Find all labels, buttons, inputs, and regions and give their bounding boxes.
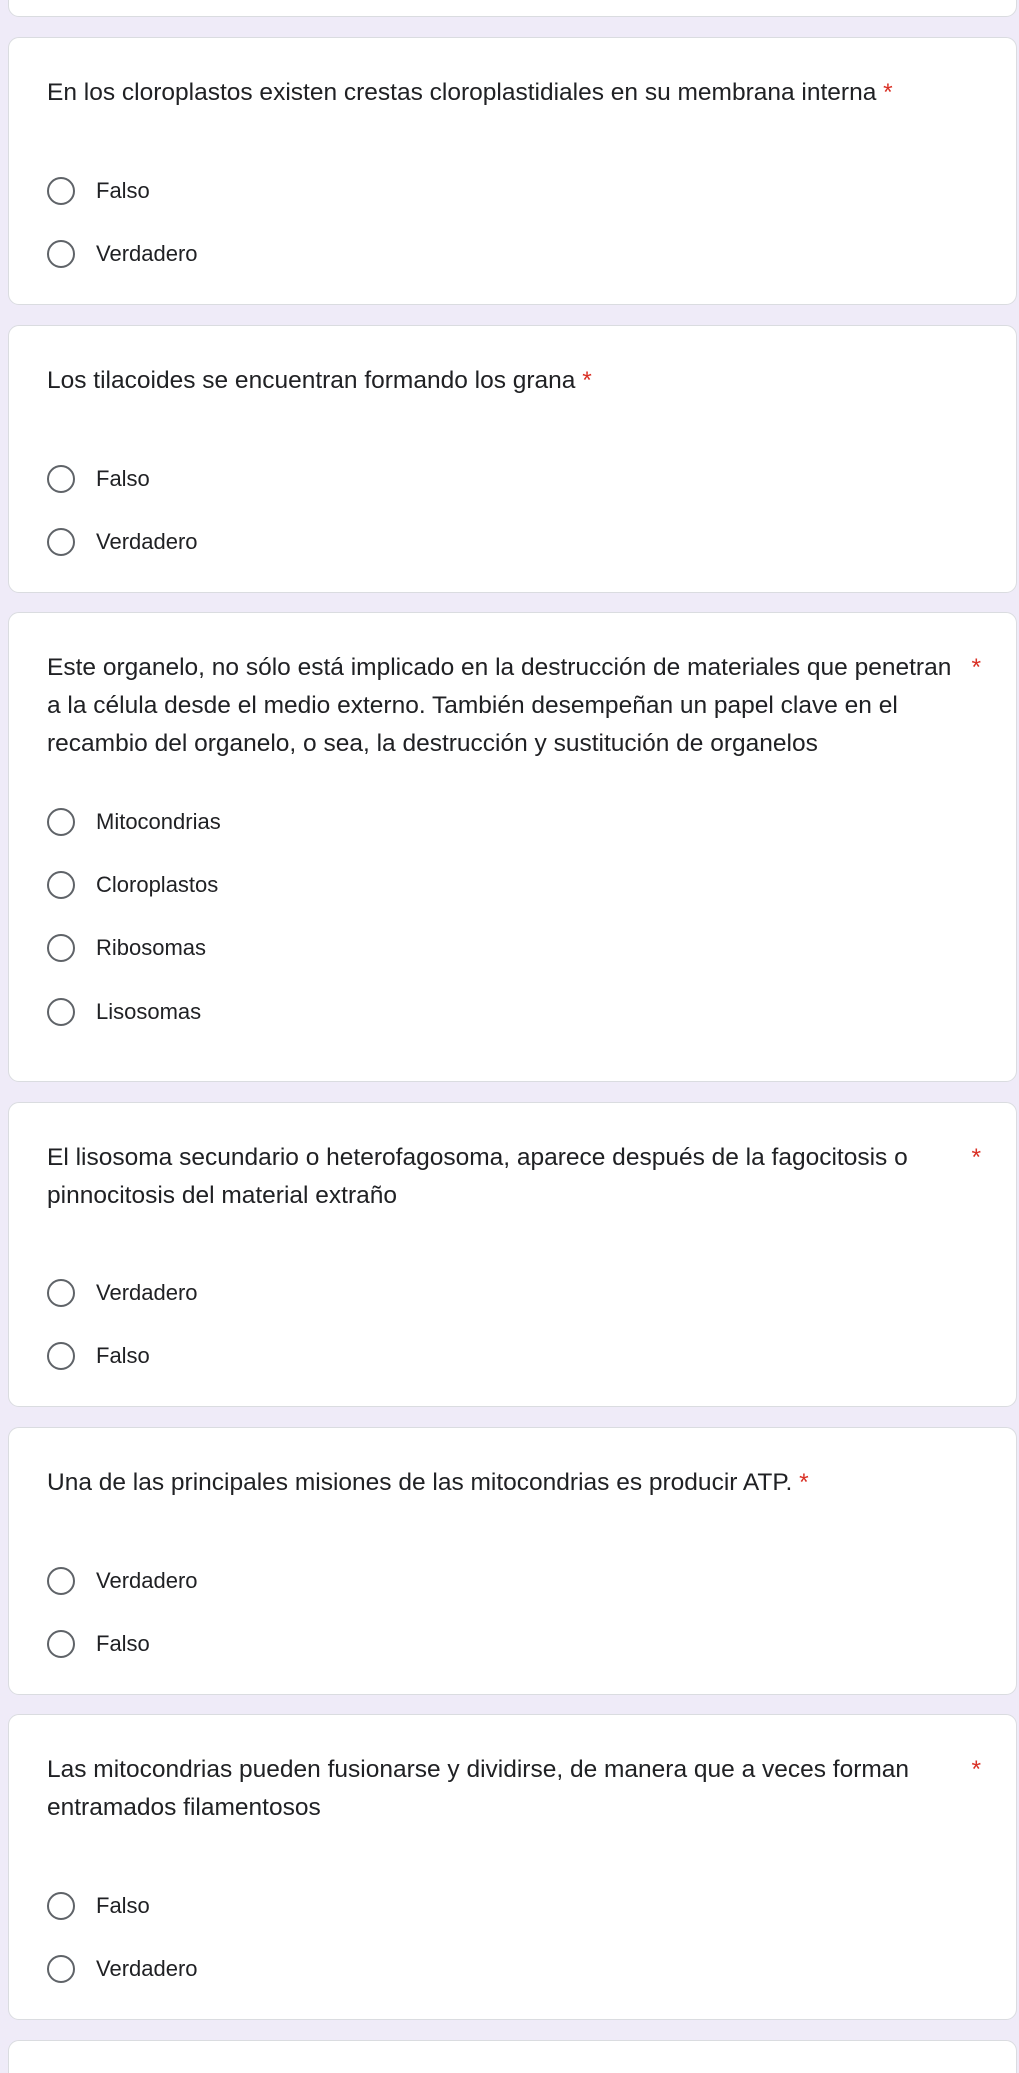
radio-button[interactable] xyxy=(47,871,75,899)
radio-option[interactable] xyxy=(47,1561,198,1601)
radio-button[interactable] xyxy=(47,1342,75,1370)
question-title: Las mitocondrias pueden fusionarse y dividirse, de manera que a veces forman entramados filamentosos xyxy=(47,1756,910,1821)
radio-button[interactable] xyxy=(47,177,75,205)
radio-button[interactable] xyxy=(47,808,75,836)
question-title: Este organelo, no sólo está implicado en la destrucción de materiales que penetran a la célula desde el medio externo. También desempeñan un papel clave en el recambio del organelo, o sea, la destrucción y sustitución de organelos xyxy=(47,654,952,757)
option-label: Mitocondrias xyxy=(96,809,221,834)
option-label: Verdadero xyxy=(96,1568,198,1593)
required-asterisk: * xyxy=(971,1144,981,1171)
question-card-partial-bottom xyxy=(8,2040,1017,2073)
radio-option[interactable] xyxy=(47,928,206,968)
question-title: En los cloroplastos existen crestas cloroplastidiales en su membrana interna * xyxy=(47,79,893,106)
option-label: Verdadero xyxy=(96,1280,198,1305)
required-asterisk: * xyxy=(799,1469,809,1496)
radio-option[interactable] xyxy=(47,802,221,842)
option-label: Falso xyxy=(96,1893,150,1918)
question-card-1 xyxy=(8,37,1017,305)
option-label: Falso xyxy=(96,466,150,491)
radio-button[interactable] xyxy=(47,1892,75,1920)
required-asterisk: * xyxy=(971,654,981,681)
question-card-3 xyxy=(8,612,1017,1082)
radio-button[interactable] xyxy=(47,998,75,1026)
option-label: Falso xyxy=(96,178,150,203)
required-asterisk: * xyxy=(582,367,592,394)
option-label: Verdadero xyxy=(96,241,198,266)
radio-button[interactable] xyxy=(47,934,75,962)
question-title: El lisosoma secundario o heterofagosoma, aparece después de la fagocitosis o pinnocitosis del material extraño xyxy=(47,1144,908,1209)
required-asterisk: * xyxy=(971,1756,981,1783)
radio-button[interactable] xyxy=(47,1955,75,1983)
required-asterisk: * xyxy=(883,79,893,106)
option-label: Verdadero xyxy=(96,529,198,554)
option-label: Ribosomas xyxy=(96,935,207,960)
radio-option[interactable] xyxy=(47,459,150,499)
radio-option[interactable] xyxy=(47,1336,150,1376)
radio-button[interactable] xyxy=(47,465,75,493)
question-title: Los tilacoides se encuentran formando los grana * xyxy=(47,367,592,394)
radio-option[interactable] xyxy=(47,1624,150,1664)
question-card-4 xyxy=(8,1102,1017,1407)
option-label: Falso xyxy=(96,1343,150,1368)
radio-option[interactable] xyxy=(47,992,201,1032)
question-title: Una de las principales misiones de las mitocondrias es producir ATP. * xyxy=(47,1469,809,1496)
radio-option[interactable] xyxy=(47,1886,150,1926)
question-card-5 xyxy=(8,1427,1017,1695)
radio-option[interactable] xyxy=(47,865,218,905)
radio-option[interactable] xyxy=(47,234,198,274)
radio-option[interactable] xyxy=(47,171,150,211)
option-label: Falso xyxy=(96,1631,150,1656)
radio-button[interactable] xyxy=(47,1630,75,1658)
radio-option[interactable] xyxy=(47,1949,198,1989)
radio-button[interactable] xyxy=(47,1567,75,1595)
question-card-6 xyxy=(8,1714,1017,2020)
radio-button[interactable] xyxy=(47,240,75,268)
option-label: Verdadero xyxy=(96,1956,198,1981)
option-label: Cloroplastos xyxy=(96,872,219,897)
option-label: Lisosomas xyxy=(96,999,202,1024)
radio-button[interactable] xyxy=(47,1279,75,1307)
radio-option[interactable] xyxy=(47,1273,198,1313)
question-card-partial-top xyxy=(8,0,1017,17)
radio-option[interactable] xyxy=(47,522,198,562)
question-card-2 xyxy=(8,325,1017,593)
radio-button[interactable] xyxy=(47,528,75,556)
